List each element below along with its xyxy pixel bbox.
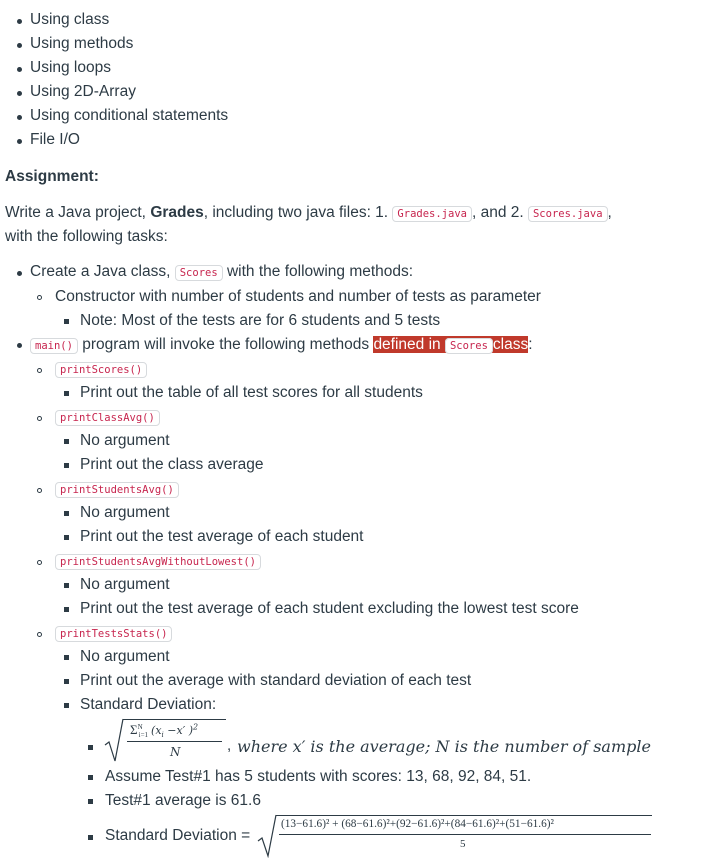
file2-code: Scores.java xyxy=(528,206,608,222)
method-code: printScores() xyxy=(55,362,147,378)
square-bullet-icon xyxy=(64,391,69,396)
square-bullet-icon xyxy=(64,319,69,324)
method-item: No argument xyxy=(80,648,170,665)
bullet-icon xyxy=(17,91,22,96)
square-bullet-icon xyxy=(64,583,69,588)
square-bullet-icon xyxy=(88,775,93,780)
topic-item: File I/O xyxy=(30,131,80,148)
sd-denominator: 5 xyxy=(460,838,466,850)
example-average: Test#1 average is 61.6 xyxy=(105,792,261,809)
main-code: main() xyxy=(30,338,78,354)
bullet-icon xyxy=(17,67,22,72)
bullet-icon xyxy=(17,19,22,24)
method-item: Print out the average with standard deviation of each test xyxy=(80,672,472,689)
method-code: printStudentsAvg() xyxy=(55,482,179,498)
method-item: No argument xyxy=(80,432,170,449)
constructor-item: Constructor with number of students and number of tests as parameter xyxy=(55,288,541,305)
sd-label: Standard Deviation = xyxy=(105,827,251,844)
task-text: with the following methods: xyxy=(222,263,414,280)
formula-denominator: N xyxy=(170,745,181,759)
formula-explanation: where x′ is the average; N is the number of sample xyxy=(237,737,651,756)
task-create-class xyxy=(30,263,413,281)
square-bullet-icon xyxy=(64,439,69,444)
sqrt-sign-icon xyxy=(257,813,277,858)
bullet-icon xyxy=(17,343,22,348)
method-item: Standard Deviation: xyxy=(80,696,217,713)
method-item: Print out the class average xyxy=(80,456,264,473)
intro-text: , including two java files: 1. xyxy=(203,204,393,221)
file1-code: Grades.java xyxy=(392,206,472,222)
square-bullet-icon xyxy=(64,463,69,468)
intro-text: , xyxy=(607,204,612,221)
task-text: : xyxy=(528,336,533,353)
method-code: printStudentsAvgWithoutLowest() xyxy=(55,554,261,570)
highlight-label: class xyxy=(492,336,529,353)
method-item: No argument xyxy=(80,504,170,521)
square-bullet-icon xyxy=(64,535,69,540)
bullet-icon xyxy=(17,271,22,276)
sd-numerator: (13−61.6)² + (68−61.6)²+(92−61.6)²+(84−61.6)²+(51−61.6)² xyxy=(281,818,554,830)
method-item: Print out the test average of each student excluding the lowest test score xyxy=(80,600,579,617)
highlighted-text xyxy=(373,336,528,353)
bullet-icon xyxy=(17,139,22,144)
assignment-heading: Assignment: xyxy=(5,168,99,185)
topic-item: Using class xyxy=(30,11,110,28)
task-text: Create a Java class, xyxy=(30,263,175,280)
bullet-icon xyxy=(17,43,22,48)
square-bullet-icon xyxy=(88,835,93,840)
scores-class-code: Scores xyxy=(175,265,223,281)
formula-numerator: $\Sigma^N_{i=1}$ ($x_i -x'$ )$^2$ xyxy=(130,722,199,740)
sum-upper: N xyxy=(137,723,143,731)
method-item: Print out the test average of each student xyxy=(80,528,364,545)
topic-item: Using 2D-Array xyxy=(30,83,136,100)
intro-text: , and 2. xyxy=(471,204,528,221)
method-item: Print out the table of all test scores for all students xyxy=(80,384,423,401)
task-text: program will invoke the following methods xyxy=(77,336,374,353)
method-item: No argument xyxy=(80,576,170,593)
project-name: Grades xyxy=(150,204,204,221)
square-bullet-icon xyxy=(64,679,69,684)
circle-bullet-icon xyxy=(37,368,42,373)
intro-text: Write a Java project, xyxy=(5,204,151,221)
method-code: printTestsStats() xyxy=(55,626,172,642)
intro-paragraph-line2: with the following tasks: xyxy=(5,228,168,245)
method-code: printClassAvg() xyxy=(55,410,160,426)
square-bullet-icon xyxy=(64,511,69,516)
topic-item: Using loops xyxy=(30,59,111,76)
circle-bullet-icon xyxy=(37,488,42,493)
square-bullet-icon xyxy=(88,745,93,750)
square-bullet-icon xyxy=(64,703,69,708)
sum-lower: i=1 xyxy=(138,731,149,740)
topic-item: Using conditional statements xyxy=(30,107,229,124)
example-assume: Assume Test#1 has 5 students with scores: 13, 68, 92, 84, 51. xyxy=(105,768,532,785)
circle-bullet-icon xyxy=(37,560,42,565)
note-item: Note: Most of the tests are for 6 students and 5 tests xyxy=(80,312,441,329)
topic-item: Using methods xyxy=(30,35,134,52)
scores-code: Scores xyxy=(445,338,493,354)
circle-bullet-icon xyxy=(37,632,42,637)
sqrt-sign-icon xyxy=(104,717,124,763)
bullet-icon xyxy=(17,115,22,120)
square-bullet-icon xyxy=(64,607,69,612)
circle-bullet-icon xyxy=(37,416,42,421)
circle-bullet-icon xyxy=(37,295,42,300)
task-main-program xyxy=(30,336,533,354)
intro-paragraph-line1 xyxy=(5,204,612,222)
formula-comma: , xyxy=(227,737,232,754)
highlight-label: defined in xyxy=(373,336,445,353)
square-bullet-icon xyxy=(88,799,93,804)
square-bullet-icon xyxy=(64,655,69,660)
